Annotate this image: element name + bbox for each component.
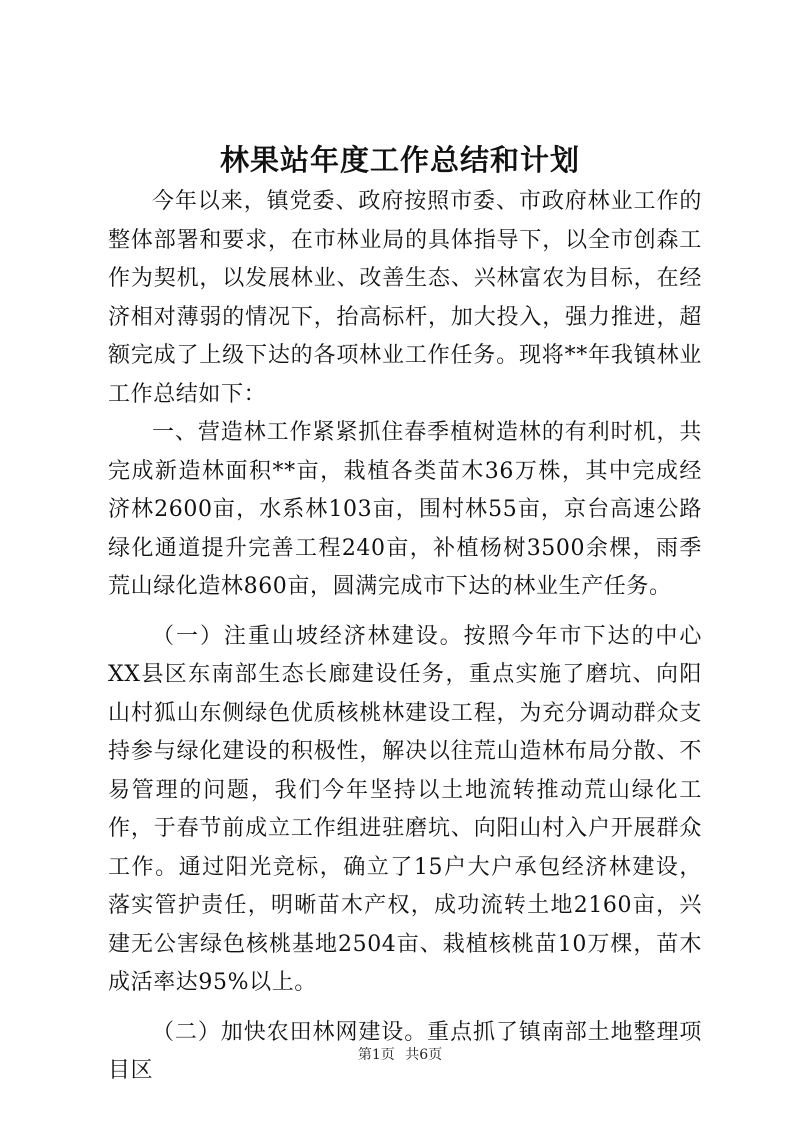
document-title: 林果站年度工作总结和计划 [219,143,580,177]
paragraph-section-one: 一、营造林工作紧紧抓住春季植树造林的有利时机，共完成新造林面积**亩，栽植各类苗木36万株，其中完成经济林2600亩，水系林103亩，围村林55亩，京台高速公路绿化通道提升完善工程240亩，补植杨树3500余棵，雨季荒山绿化造林860亩，圆满完成市下达的林业生产任务。 [108,420,702,599]
paragraph-intro: 今年以来，镇党委、政府按照市委、市政府林业工作的整体部署和要求，在市林业局的具体指导下，以全市创森工作为契机，以发展林业、改善生态、兴林富农为目标，在经济相对薄弱的情况下，抬高标杆，加大投入，强力推进，超额完成了上级下达的各项林业工作任务。现将**年我镇林业工作总结如下： [108,189,702,407]
page-footer [0,1045,800,1065]
page-number: 第1页 [357,1047,395,1063]
page-total: 共6页 [405,1047,443,1063]
paragraph-subsection-two: （二）加快农田林网建设。重点抓了镇南部土地整理项目区 [108,1019,702,1083]
document-body [108,183,702,1091]
paragraph-subsection-one: （一）注重山坡经济林建设。按照今年市下达的中心XX县区东南部生态长廊建设任务，重点实施了磨坑、向阳山村狐山东侧绿色优质核桃林建设工程，为充分调动群众支持参与绿化建设的积极性，解决以往荒山造林布局分散、不易管理的问题，我们今年坚持以土地流转推动荒山绿化工作，于春节前成立工作组进驻磨坑、向阳山村入户开展群众工作。通过阳光竞标，确立了15户大户承包经济林建设，落实管护责任，明晰苗木产权，成功流转土地2160亩，兴建无公害绿色核桃基地2504亩、栽植核桃苗10万棵，苗木成活率达95%以上。 [108,623,702,995]
